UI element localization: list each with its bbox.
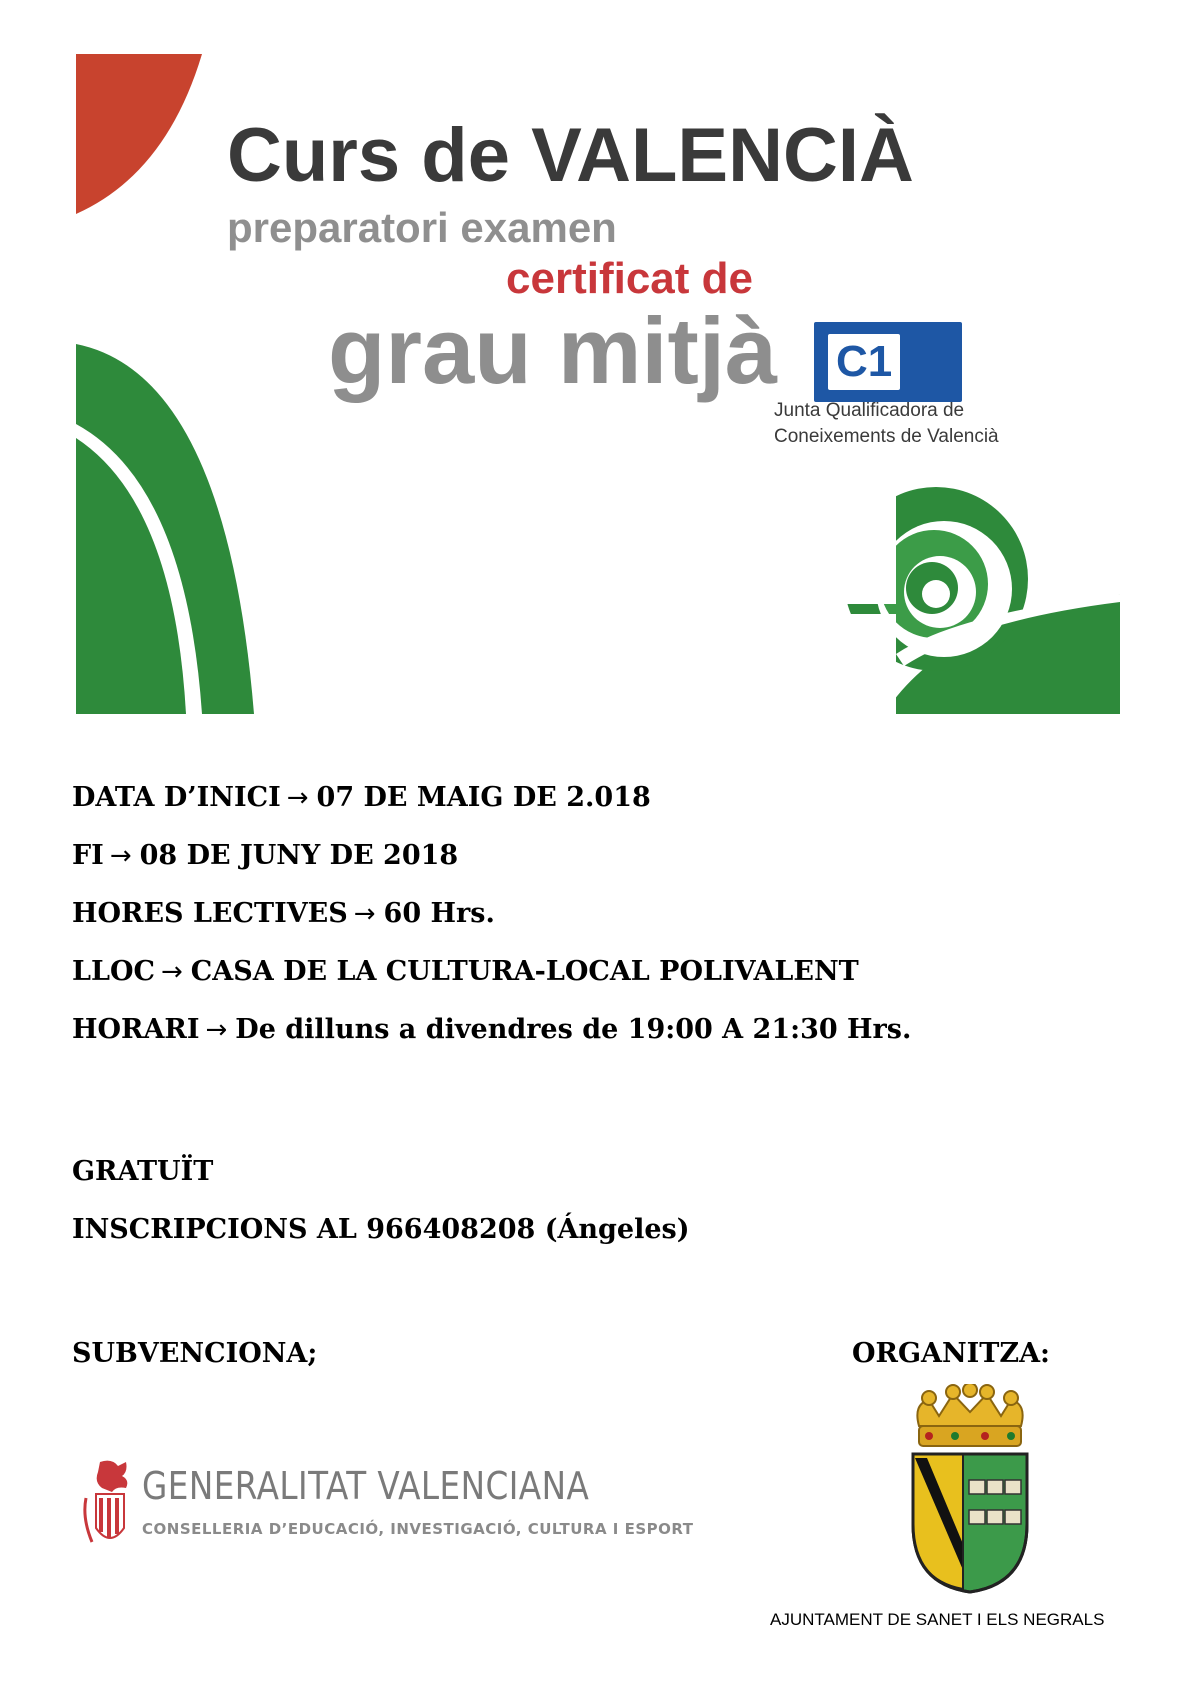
detail-label: FI (72, 840, 104, 871)
issuer-line-2: Coneixements de Valencià (774, 426, 999, 447)
detail-value: 60 Hrs. (383, 898, 495, 929)
detail-value: CASA DE LA CULTURA-LOCAL POLIVALENT (190, 956, 859, 987)
organizer-label: ORGANITZA: (852, 1338, 1050, 1369)
arrow-icon: → (160, 957, 183, 987)
arrow-icon: → (205, 1015, 228, 1045)
detail-value: 07 DE MAIG DE 2.018 (316, 782, 651, 813)
coat-of-arms-icon (905, 1384, 1035, 1594)
green-wave-shape (836, 484, 1120, 714)
detail-label: DATA D’INICI (72, 782, 281, 813)
issuer-line-1: Junta Qualificadora de (774, 400, 965, 421)
detail-schedule (72, 1014, 911, 1045)
course-banner (76, 54, 1120, 714)
arrow-icon: → (109, 841, 132, 871)
detail-label: HORARI (72, 1014, 200, 1045)
generalitat-logo (82, 1458, 694, 1558)
generalitat-emblem-icon (82, 1458, 138, 1558)
course-title: Curs de VALENCIÀ (227, 113, 914, 198)
level-text: grau mitjà (328, 298, 778, 403)
arrow-icon: → (286, 783, 309, 813)
detail-label: LLOC (72, 956, 155, 987)
funder-name: GENERALITAT VALENCIANA (142, 1464, 590, 1508)
detail-end-date (72, 840, 458, 871)
registration-info: INSCRIPCIONS AL 966408208 (Ángeles) (72, 1214, 690, 1245)
funding-label: SUBVENCIONA; (72, 1338, 318, 1369)
funder-department: CONSELLERIA D’EDUCACIÓ, INVESTIGACIÓ, CULTURA I ESPORT (142, 1520, 694, 1538)
free-label: GRATUÏT (72, 1156, 214, 1187)
arrow-icon: → (353, 899, 376, 929)
detail-location (72, 956, 859, 987)
certificate-label: certificat de (506, 254, 753, 303)
detail-start-date (72, 782, 651, 813)
detail-value: 08 DE JUNY DE 2018 (139, 840, 459, 871)
detail-hours (72, 898, 495, 929)
organizer-name: AJUNTAMENT DE SANET I ELS NEGRALS (770, 1610, 1105, 1629)
level-badge (814, 322, 962, 402)
course-subtitle: preparatori examen (227, 204, 617, 251)
level-badge-label: C1 (828, 334, 900, 390)
red-arc-shape (76, 54, 202, 214)
issuer (774, 398, 999, 450)
detail-label: HORES LECTIVES (72, 898, 348, 929)
detail-value: De dilluns a divendres de 19:00 A 21:30 Hrs. (235, 1014, 912, 1045)
